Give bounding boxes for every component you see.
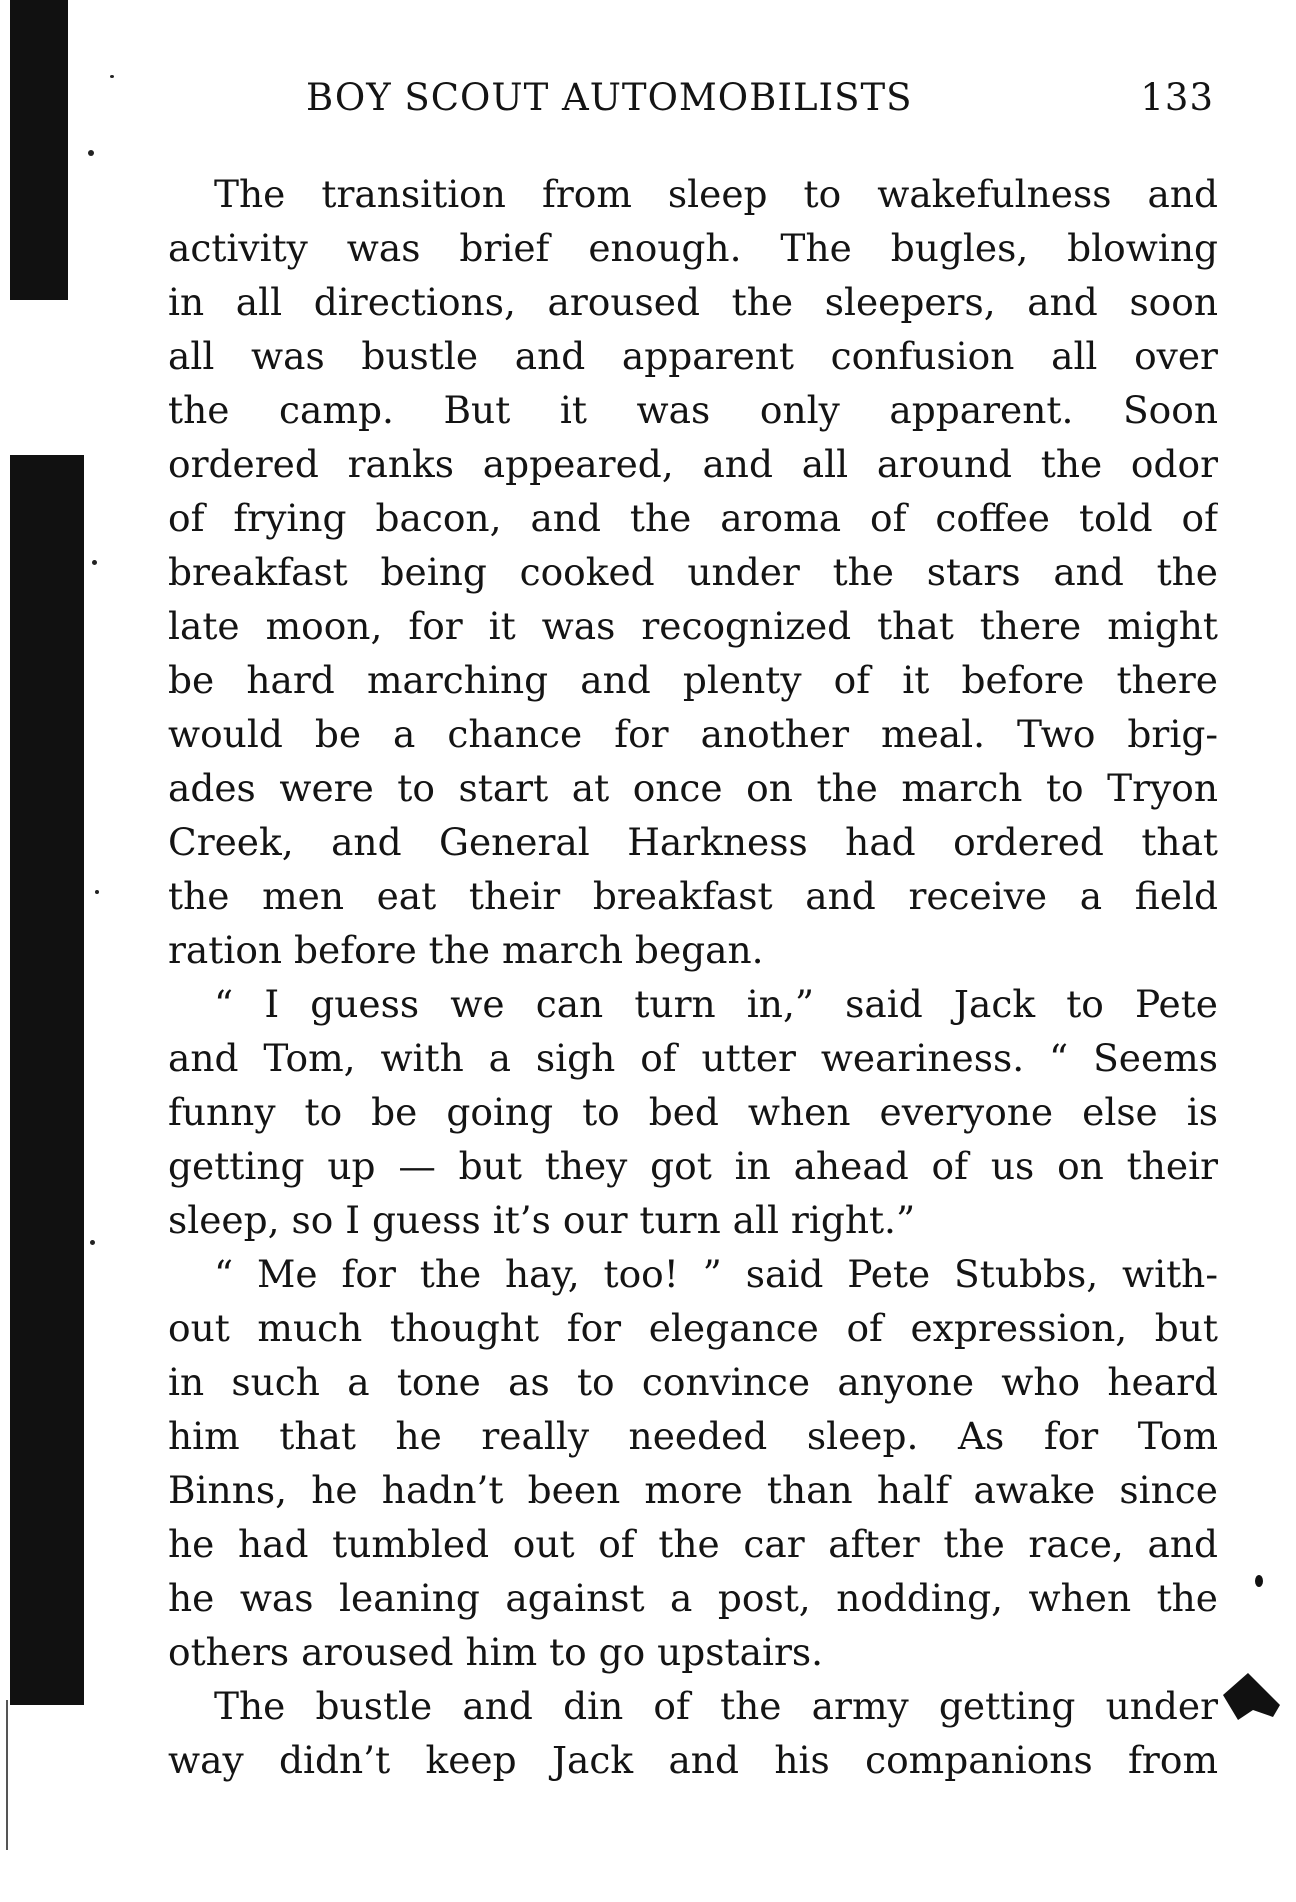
text-line: and Tom, with a sigh of utter weariness. “ Seems (168, 1036, 1218, 1080)
binding-speck (95, 890, 99, 894)
text-line: way didn’t keep Jack and his companions from (168, 1738, 1218, 1782)
text-line: “ Me for the hay, too! ” said Pete Stubbs, with- (214, 1252, 1218, 1296)
text-line: others aroused him to go upstairs. (168, 1630, 824, 1674)
margin-ink-dot (1255, 1575, 1263, 1587)
text-line: sleep, so I guess it’s our turn all right.” (168, 1198, 916, 1242)
body-text (168, 167, 1218, 1787)
text-line: “ I guess we can turn in,” said Jack to Pete (214, 982, 1218, 1026)
text-line: in such a tone as to convince anyone who heard (168, 1360, 1218, 1404)
text-line: would be a chance for another meal. Two brig- (168, 712, 1218, 756)
text-line: getting up — but they got in ahead of us on their (168, 1144, 1218, 1188)
text-line: breakfast being cooked under the stars and the (168, 550, 1218, 594)
text-line: ordered ranks appeared, and all around the odor (168, 442, 1218, 486)
text-line: him that he really needed sleep. As for Tom (168, 1414, 1218, 1458)
text-line: ration before the march began. (168, 928, 764, 972)
page-number: 133 (1140, 76, 1214, 119)
text-line: Binns, he hadn’t been more than half awake since (168, 1468, 1218, 1512)
text-line: the men eat their breakfast and receive a field (168, 874, 1218, 918)
torn-corner-artifact (1218, 1665, 1288, 1735)
text-line: he had tumbled out of the car after the race, and (168, 1522, 1218, 1566)
binding-shadow-top (10, 0, 68, 300)
binding-speck (90, 1240, 95, 1245)
text-line: late moon, for it was recognized that there might (168, 604, 1218, 648)
running-header (306, 68, 1214, 128)
text-line: be hard marching and plenty of it before there (168, 658, 1218, 702)
text-line: ades were to start at once on the march to Tryon (168, 766, 1218, 810)
text-line: out much thought for elegance of expression, but (168, 1306, 1218, 1350)
running-title: BOY SCOUT AUTOMOBILISTS (306, 76, 913, 119)
text-line: the camp. But it was only apparent. Soon (168, 388, 1218, 432)
binding-shadow-bottom (10, 455, 84, 1705)
text-line: funny to be going to bed when everyone else is (168, 1090, 1218, 1134)
text-line: The bustle and din of the army getting under (214, 1684, 1218, 1728)
text-line: The transition from sleep to wakefulness and (214, 172, 1218, 216)
text-line: he was leaning against a post, nodding, when the (168, 1576, 1218, 1620)
binding-speck (92, 560, 97, 565)
binding-edge-line (6, 1700, 8, 1850)
text-line: in all directions, aroused the sleepers, and soon (168, 280, 1218, 324)
binding-edge-scan-artifact (0, 0, 120, 1902)
text-line: all was bustle and apparent confusion all over (168, 334, 1218, 378)
binding-speck (88, 150, 94, 156)
text-line: activity was brief enough. The bugles, blowing (168, 226, 1218, 270)
text-line: of frying bacon, and the aroma of coffee told of (168, 496, 1218, 540)
text-line: Creek, and General Harkness had ordered that (168, 820, 1218, 864)
binding-speck (110, 75, 114, 78)
